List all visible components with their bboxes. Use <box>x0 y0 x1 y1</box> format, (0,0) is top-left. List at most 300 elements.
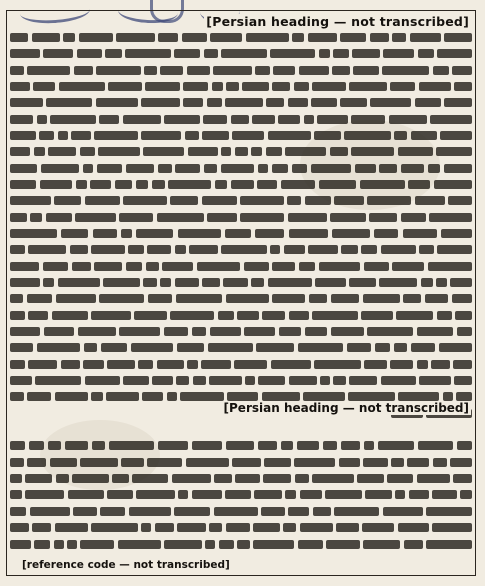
word-ink <box>83 360 104 369</box>
word-ink <box>398 147 433 156</box>
word-ink <box>84 343 97 352</box>
word-ink <box>360 180 405 189</box>
word-ink <box>344 131 391 140</box>
word-ink <box>251 278 264 287</box>
word-ink <box>48 147 76 156</box>
word-ink <box>61 229 88 238</box>
text-line <box>10 292 472 306</box>
word-ink <box>369 213 397 222</box>
word-ink <box>325 490 362 499</box>
word-ink <box>131 343 173 352</box>
word-ink <box>231 180 254 189</box>
word-ink <box>331 327 364 336</box>
word-ink <box>10 245 25 254</box>
word-ink <box>312 474 354 483</box>
word-ink <box>207 98 222 107</box>
word-ink <box>202 278 220 287</box>
word-ink <box>80 458 118 467</box>
word-ink <box>288 507 309 516</box>
word-ink <box>55 523 88 532</box>
word-ink <box>258 376 285 385</box>
word-ink <box>172 474 211 483</box>
word-ink <box>59 82 105 91</box>
word-ink <box>48 441 61 450</box>
word-ink <box>138 360 153 369</box>
word-ink <box>10 360 25 369</box>
word-ink <box>72 262 91 271</box>
word-ink <box>91 392 103 401</box>
word-ink <box>32 523 51 532</box>
word-ink <box>92 441 105 450</box>
word-ink <box>43 262 68 271</box>
word-ink <box>37 343 80 352</box>
word-ink <box>105 49 122 58</box>
word-ink <box>107 360 135 369</box>
word-ink <box>55 392 88 401</box>
word-ink <box>381 376 416 385</box>
word-ink <box>212 82 223 91</box>
word-ink <box>289 229 328 238</box>
word-ink <box>237 311 259 320</box>
word-ink <box>119 327 160 336</box>
word-ink <box>417 474 450 483</box>
text-line <box>10 325 472 339</box>
text-line <box>10 226 472 240</box>
word-ink <box>221 147 231 156</box>
word-ink <box>178 229 221 238</box>
word-ink <box>437 311 452 320</box>
word-ink <box>174 507 210 516</box>
word-ink <box>389 115 427 124</box>
word-ink <box>126 164 154 173</box>
word-ink <box>266 147 282 156</box>
word-ink <box>10 376 32 385</box>
word-ink <box>126 262 142 271</box>
word-ink <box>278 115 300 124</box>
word-ink <box>35 376 81 385</box>
word-ink <box>298 540 323 549</box>
word-ink <box>188 147 218 156</box>
word-ink <box>147 245 171 254</box>
word-ink <box>43 49 73 58</box>
word-ink <box>10 66 24 75</box>
word-ink <box>116 33 155 42</box>
word-ink <box>432 490 457 499</box>
word-ink <box>428 262 472 271</box>
word-ink <box>91 523 138 532</box>
word-ink <box>177 343 204 352</box>
word-ink <box>437 245 472 254</box>
word-ink <box>99 115 119 124</box>
word-ink <box>10 82 30 91</box>
word-ink <box>242 82 269 91</box>
word-ink <box>387 474 413 483</box>
word-ink <box>73 507 97 516</box>
word-ink <box>272 82 290 91</box>
word-ink <box>10 311 25 320</box>
word-ink <box>272 164 288 173</box>
text-line <box>10 63 472 77</box>
word-ink <box>285 490 296 499</box>
word-ink <box>294 82 309 91</box>
word-ink <box>444 98 472 107</box>
word-ink <box>234 360 267 369</box>
word-ink <box>419 376 451 385</box>
word-ink <box>288 213 327 222</box>
word-ink <box>417 360 428 369</box>
word-ink <box>351 115 385 124</box>
word-ink <box>363 540 400 549</box>
word-ink <box>210 33 242 42</box>
word-ink <box>313 507 331 516</box>
word-ink <box>180 392 224 401</box>
word-ink <box>444 33 472 42</box>
word-ink <box>398 523 429 532</box>
word-ink <box>255 229 284 238</box>
word-ink <box>308 245 338 254</box>
word-ink <box>10 180 36 189</box>
word-ink <box>226 523 250 532</box>
word-ink <box>178 490 188 499</box>
word-ink <box>170 196 198 205</box>
word-ink <box>419 82 451 91</box>
word-ink <box>207 213 237 222</box>
word-ink <box>10 540 31 549</box>
word-ink <box>455 311 472 320</box>
word-ink <box>378 441 414 450</box>
word-ink <box>218 311 234 320</box>
word-ink <box>357 474 384 483</box>
word-ink <box>246 33 289 42</box>
word-ink <box>10 474 22 483</box>
word-ink <box>390 360 413 369</box>
text-line <box>10 177 472 191</box>
word-ink <box>10 441 25 450</box>
word-ink <box>158 164 172 173</box>
text-line <box>10 259 472 273</box>
word-ink <box>253 523 280 532</box>
word-ink <box>28 311 48 320</box>
word-ink <box>457 441 472 450</box>
word-ink <box>417 327 453 336</box>
word-ink <box>410 33 441 42</box>
word-ink <box>408 180 430 189</box>
word-ink <box>370 33 389 42</box>
word-ink <box>285 147 326 156</box>
text-line <box>10 194 472 208</box>
word-ink <box>68 490 104 499</box>
word-ink <box>136 180 148 189</box>
word-ink <box>183 82 208 91</box>
word-ink <box>226 294 269 303</box>
text-line <box>10 276 472 290</box>
word-ink <box>270 49 315 58</box>
word-ink <box>341 245 358 254</box>
word-ink <box>25 490 64 499</box>
word-ink <box>279 327 301 336</box>
word-ink <box>311 98 337 107</box>
word-ink <box>272 262 295 271</box>
word-ink <box>108 82 142 91</box>
word-ink <box>123 115 161 124</box>
word-ink <box>10 392 24 401</box>
word-ink <box>112 474 129 483</box>
word-ink <box>450 278 472 287</box>
word-ink <box>10 164 37 173</box>
word-ink <box>262 311 285 320</box>
word-ink <box>351 147 394 156</box>
word-ink <box>284 245 305 254</box>
word-ink <box>203 115 227 124</box>
word-ink <box>148 294 172 303</box>
word-ink <box>103 278 140 287</box>
word-ink <box>379 278 417 287</box>
word-ink <box>383 49 414 58</box>
word-ink <box>58 131 68 140</box>
text-line <box>10 161 472 175</box>
word-ink <box>115 180 132 189</box>
word-ink <box>121 458 144 467</box>
word-ink <box>448 196 472 205</box>
word-ink <box>362 523 394 532</box>
word-ink <box>54 540 64 549</box>
word-ink <box>440 131 472 140</box>
word-ink <box>183 98 203 107</box>
word-ink <box>221 49 267 58</box>
word-ink <box>223 278 248 287</box>
word-ink <box>425 294 448 303</box>
word-ink <box>225 229 251 238</box>
word-ink <box>244 327 275 336</box>
word-ink <box>214 474 232 483</box>
word-ink <box>333 49 349 58</box>
word-ink <box>304 115 314 124</box>
word-ink <box>334 507 379 516</box>
word-ink <box>10 196 51 205</box>
word-ink <box>418 441 453 450</box>
word-ink <box>349 82 387 91</box>
word-ink <box>382 66 429 75</box>
word-ink <box>56 474 69 483</box>
word-ink <box>395 490 405 499</box>
word-ink <box>298 343 343 352</box>
word-ink <box>100 507 125 516</box>
word-ink <box>390 82 415 91</box>
word-ink <box>27 458 46 467</box>
word-ink <box>352 49 380 58</box>
word-ink <box>175 278 199 287</box>
word-ink <box>319 180 356 189</box>
word-ink <box>209 523 222 532</box>
word-ink <box>401 213 426 222</box>
word-ink <box>240 196 284 205</box>
text-line <box>10 145 472 159</box>
word-ink <box>454 82 472 91</box>
word-ink <box>204 164 217 173</box>
word-ink <box>404 540 423 549</box>
word-ink <box>256 343 294 352</box>
word-ink <box>365 490 392 499</box>
word-ink <box>202 131 229 140</box>
word-ink <box>312 82 346 91</box>
word-ink <box>261 507 285 516</box>
word-ink <box>444 164 472 173</box>
word-ink <box>426 540 472 549</box>
word-ink <box>94 262 122 271</box>
word-ink <box>40 180 72 189</box>
word-ink <box>164 115 200 124</box>
word-ink <box>177 523 206 532</box>
word-ink <box>34 540 50 549</box>
text-line <box>10 357 472 371</box>
word-ink <box>312 311 358 320</box>
word-ink <box>431 360 450 369</box>
word-ink <box>221 164 254 173</box>
word-ink <box>10 490 22 499</box>
word-ink <box>32 33 60 42</box>
word-ink <box>332 229 370 238</box>
word-ink <box>367 327 413 336</box>
word-ink <box>63 33 75 42</box>
word-ink <box>187 66 210 75</box>
text-line <box>10 243 472 257</box>
word-ink <box>176 294 222 303</box>
word-ink <box>152 180 165 189</box>
word-ink <box>10 458 24 467</box>
word-ink <box>364 441 374 450</box>
word-ink <box>252 115 275 124</box>
word-ink <box>320 376 330 385</box>
word-ink <box>58 278 100 287</box>
word-ink <box>289 311 309 320</box>
word-ink <box>97 164 122 173</box>
word-ink <box>167 392 177 401</box>
word-ink <box>439 343 472 352</box>
word-ink <box>152 376 173 385</box>
word-ink <box>71 131 91 140</box>
word-ink <box>454 376 472 385</box>
word-ink <box>349 376 377 385</box>
word-ink <box>41 164 79 173</box>
text-line <box>10 210 472 224</box>
word-ink <box>430 115 472 124</box>
word-ink <box>80 147 95 156</box>
word-ink <box>121 229 132 238</box>
word-ink <box>96 98 138 107</box>
word-ink <box>43 278 54 287</box>
word-ink <box>33 82 55 91</box>
word-ink <box>146 262 159 271</box>
word-ink <box>225 98 263 107</box>
word-ink <box>201 360 231 369</box>
word-ink <box>273 66 295 75</box>
word-ink <box>10 147 30 156</box>
word-ink <box>158 33 178 42</box>
word-ink <box>61 360 80 369</box>
word-ink <box>96 66 141 75</box>
word-ink <box>268 278 312 287</box>
text-line <box>10 341 472 355</box>
word-ink <box>128 245 144 254</box>
word-ink <box>168 180 211 189</box>
word-ink <box>235 147 248 156</box>
text-line <box>10 374 472 388</box>
word-ink <box>123 196 167 205</box>
word-ink <box>235 474 260 483</box>
word-ink <box>164 540 202 549</box>
word-ink <box>292 33 304 42</box>
word-ink <box>10 294 23 303</box>
word-ink <box>331 294 359 303</box>
word-ink <box>341 441 360 450</box>
word-ink <box>392 262 424 271</box>
word-ink <box>300 523 333 532</box>
word-ink <box>132 474 168 483</box>
word-ink <box>353 66 379 75</box>
word-ink <box>374 229 398 238</box>
word-ink <box>394 343 407 352</box>
word-ink <box>136 490 175 499</box>
word-ink <box>141 131 181 140</box>
word-ink <box>258 441 277 450</box>
word-ink <box>221 245 267 254</box>
word-ink <box>155 523 174 532</box>
word-ink <box>245 376 255 385</box>
word-ink <box>281 180 315 189</box>
word-ink <box>10 262 39 271</box>
word-ink <box>253 540 294 549</box>
word-ink <box>264 458 291 467</box>
text-line <box>10 96 472 110</box>
word-ink <box>231 115 249 124</box>
word-ink <box>187 360 198 369</box>
word-ink <box>300 490 322 499</box>
word-ink <box>91 245 125 254</box>
word-ink <box>452 66 472 75</box>
word-ink <box>364 360 387 369</box>
word-ink <box>192 441 222 450</box>
word-ink <box>25 474 52 483</box>
word-ink <box>355 164 376 173</box>
word-ink <box>193 376 206 385</box>
word-ink <box>326 540 360 549</box>
word-ink <box>79 33 113 42</box>
word-ink <box>208 343 253 352</box>
word-ink <box>157 360 184 369</box>
word-ink <box>10 213 27 222</box>
word-ink <box>10 229 57 238</box>
word-ink <box>254 490 282 499</box>
word-ink <box>288 98 308 107</box>
word-ink <box>391 458 404 467</box>
word-ink <box>28 360 57 369</box>
word-ink <box>240 213 284 222</box>
word-ink <box>90 180 111 189</box>
word-ink <box>202 196 237 205</box>
word-ink <box>134 311 167 320</box>
word-ink <box>453 474 472 483</box>
word-ink <box>403 229 437 238</box>
word-ink <box>415 196 445 205</box>
word-ink <box>197 262 240 271</box>
word-ink <box>263 474 291 483</box>
word-ink <box>258 164 268 173</box>
word-ink <box>34 147 45 156</box>
word-ink <box>147 458 182 467</box>
word-ink <box>160 278 171 287</box>
word-ink <box>363 294 400 303</box>
word-ink <box>10 523 29 532</box>
